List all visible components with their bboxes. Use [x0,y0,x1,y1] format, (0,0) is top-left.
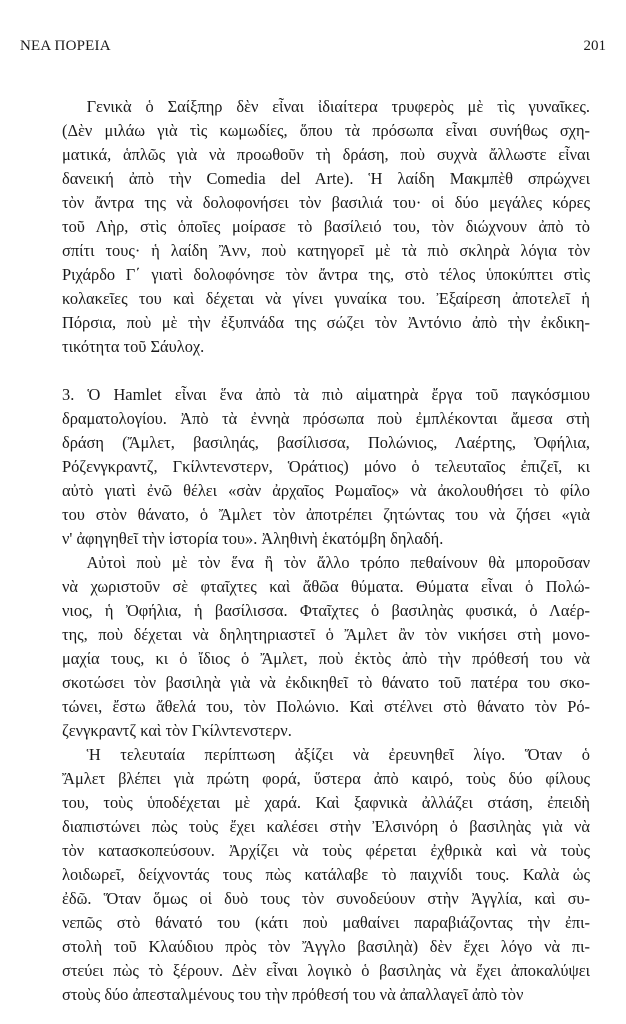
text-line: στοὺς δύο ἀπεσταλμένους του τὴν πρόθεσή του νὰ ἀπαλλαγεῖ ἀπὸ τὸν [62,985,524,1004]
text-line: Ἄμλετ βλέπει γιὰ πρώτη φορά, ὕστερα ἀπὸ καιρό, τοὺς δύο φίλους [62,769,590,788]
text-line: μαχία τους, κι ὁ ἴδιος ὁ Ἄμλετ, ποὺ ἐκτὸς ἀπὸ τὴν πρόθεσή του νὰ [62,649,590,668]
section-gap [62,359,590,383]
text-line: Αὐτοὶ ποὺ μὲ τὸν ἕνα ἢ τὸν ἄλλο τρόπο πεθαίνουν θὰ μποροῦσαν [62,553,590,572]
running-head: ΝΕΑ ΠΟΡΕΙΑ [20,38,111,54]
text-line: τὸν κατασκοπεύσουν. Ἀρχίζει νὰ τοὺς φέρεται ἐχθρικὰ καὶ νὰ τοὺς [62,841,590,860]
paragraph [62,95,590,359]
text-line: δανεική ἀπὸ τὴν Comedia del Arte). Ἡ λαίδη Μακμπὲθ σπρώχνει [62,169,590,188]
text-line: νιος, ἡ Ὀφήλια, ἡ βασίλισσα. Φταῖχτες ὁ βασιληὰς φυσικά, ὁ Λαέρ- [62,601,590,620]
text-line: δραματολογίου. Ἀπὸ τὰ ἐννηὰ πρόσωπα ποὺ ἐμπλέκονται ἄμεσα στὴ [62,409,590,428]
text-line: σκοτώσει τὸν βασιληὰ γιὰ νὰ ἐκδικηθεῖ τὸ θάνατο τοῦ πατέρα του σκο- [62,673,590,692]
page-header [20,38,606,60]
text-line: τικότητα τοῦ Σάυλοχ. [62,337,205,356]
page-number: 201 [583,38,606,54]
text-line: τοῦ Λὴρ, στὶς ὁποῖες μοίρασε τὸ βασίλειό του, τὸν διώχνουν ἀπὸ τὸ [62,217,590,236]
text-line: στολὴ τοῦ Κλαύδιου πρὸς τὸν Ἄγγλο βασιληὰ) δὲν ἔχει λόγο νὰ πι- [62,937,590,956]
text-line: ζενγκραντζ καὶ τὸν Γκίλντενστερν. [62,721,292,740]
text-line: διαπιστώνει πὼς τοὺς ἔχει καλέσει στὴν Ἐλσινόρη ὁ βασιληὰς γιὰ νὰ [62,817,590,836]
text-line: κολακεῖες του καὶ δέχεται νὰ γίνει γυναίκα του. Ἐξαίρεση ἀποτελεῖ ἡ [62,289,590,308]
text-line: 3. Ὁ Hamlet εἶναι ἕνα ἀπὸ τὰ πιὸ αἱματηρὰ ἔργα τοῦ παγκόσμιου [62,385,590,404]
text-line: στεύει πὼς τὸ ξέρουν. Δὲν εἶναι λογικὸ ὁ βασιληὰς νὰ ἔχει ἀποκαλύψει [62,961,590,980]
text-line: Ριχάρδο Γ΄ γιατὶ δολοφόνησε τὸν ἄντρα της, στὸ τέλος ὑποκύπτει στὶς [62,265,590,284]
text-line: του, τοὺς ὑποδέχεται μὲ χαρά. Καὶ ξαφνικὰ ἀλλάζει στάση, ἐπειδὴ [62,793,590,812]
paragraph [62,551,590,743]
text-line: τώνει, ἔστω ἄθελά του, τὸν Πολώνιο. Καὶ στέλνει στὸ θάνατο τὸν Ρό- [62,697,590,716]
text-line: σπίτι τους· ἡ λαίδη Ἂνν, ποὺ κατηγορεῖ μὲ τὰ πιὸ σκληρὰ λόγια τὸν [62,241,590,260]
text-line: λοιδωρεῖ, δείχνοντάς τους πὼς κατάλαβε τὸ παιχνίδι τους. Καλὰ ὡς [62,865,590,884]
text-line: της, ποὺ δέχεται νὰ δηλητηριαστεῖ ὁ Ἄμλετ ἂν τὸν νικήσει στὴ μονο- [62,625,590,644]
text-line: ν' ἀφηγηθεῖ τὴν ἱστορία του». Ἀληθινὴ ἑκατόμβη δηλαδή. [62,529,444,548]
text-line: Πόρσια, ποὺ μὲ τὴν ἐξυπνάδα της σώζει τὸν Ἀντόνιο ἀπὸ τὴν ἐκδικη- [62,313,590,332]
text-line: Ρόζενγκραντζ, Γκίλντενστερν, Ὁράτιος) μόνο ὁ τελευταῖος ἐπιζεῖ, κι [62,457,590,476]
paragraph [62,743,590,1007]
text-line: ἐδῶ. Ὅταν ὅμως οἱ δυὸ τους τὸν συνοδεύουν στὴν Ἀγγλία, καὶ συ- [62,889,590,908]
text-line: του στὸν θάνατο, ὁ Ἄμλετ τὸν ἀποτρέπει ζητώντας του νὰ ζήσει «γιὰ [62,505,590,524]
paragraph [62,383,590,551]
text-line: αὐτὸ γιατὶ ἐνῶ θέλει «σὰν ἀρχαῖος Ρωμαῖος» νὰ ἀκολουθήσει τὸ φίλο [62,481,590,500]
text-line: τὸν ἄντρα της νὰ δολοφονήσει τὸν βασιλιά του· οἱ δύο μεγάλες κόρες [62,193,590,212]
text-line: νὰ χωριστοῦν σὲ φταῖχτες καὶ ἄθῶα θύματα. Θύματα εἶναι ὁ Πολώ- [62,577,590,596]
text-line: Γενικὰ ὁ Σαίξπηρ δὲν εἶναι ἰδιαίτερα τρυφερὸς μὲ τὶς γυναῖκες. [62,97,590,116]
text-line: ματικά, ἁπλῶς γιὰ νὰ προωθοῦν τὴ δράση, ποὺ συχνὰ ἄλλωστε εἶναι [62,145,590,164]
text-line: Ἡ τελευταία περίπτωση ἀξίζει νὰ ἐρευνηθεῖ λίγο. Ὅταν ὁ [62,745,590,764]
text-line: νεπῶς στὸ θάνατό του (κάτι ποὺ μαθαίνει παραβιάζοντας τὴν ἐπι- [62,913,590,932]
body-text [62,95,590,1007]
text-line: δράση (Ἄμλετ, βασιληάς, βασίλισσα, Πολώνιος, Λαέρτης, Ὀφήλια, [62,433,590,452]
text-line: (Δὲν μιλάω γιὰ τὶς κωμωδίες, ὅπου τὰ πρόσωπα εἶναι συνήθως σχη- [62,121,590,140]
